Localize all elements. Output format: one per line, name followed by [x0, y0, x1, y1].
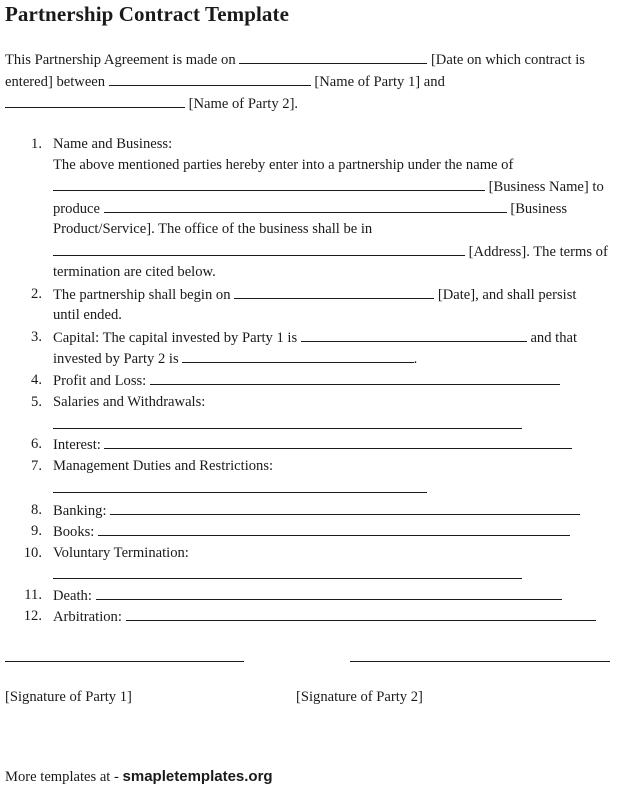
item3-line-1	[53, 328, 577, 346]
item-number: 12.	[23, 608, 42, 624]
item-number: 4.	[31, 372, 42, 388]
footer	[5, 768, 273, 786]
party2-signature-label: [Signature of Party 2]	[296, 689, 423, 705]
footer-prefix: More templates at -	[5, 769, 119, 785]
item-label-voluntary-termination: Voluntary Termination:	[53, 545, 189, 561]
party1-name-blank[interactable]	[109, 72, 311, 86]
item-label-profit-loss: Profit and Loss:	[53, 373, 147, 389]
item1-termination-text: termination are cited below.	[53, 264, 216, 280]
item3-period: .	[413, 351, 418, 367]
page-title: Partnership Contract Template	[5, 2, 290, 26]
item12-line	[53, 607, 596, 625]
intro-text-date-hint: [Date on which contract is	[430, 52, 585, 68]
item-number: 5.	[31, 394, 42, 410]
item1-address-hint: [Address]. The terms of	[468, 244, 608, 260]
item11-line	[53, 586, 562, 604]
item-label-partnership-begin: The partnership shall begin on	[53, 287, 231, 303]
intro-line-1	[5, 50, 585, 68]
item2-line-1	[53, 285, 576, 303]
item-number: 8.	[31, 502, 42, 518]
item-label-interest: Interest:	[53, 437, 101, 453]
party1-signature-line[interactable]	[5, 661, 244, 662]
item3-party2-text: invested by Party 2 is	[53, 351, 179, 367]
agreement-date-blank[interactable]	[239, 50, 427, 64]
party2-capital-blank[interactable]	[182, 349, 414, 363]
item-number: 1.	[31, 136, 42, 152]
item8-line	[53, 501, 580, 519]
banking-blank[interactable]	[110, 501, 580, 515]
salaries-blank[interactable]	[53, 428, 522, 429]
intro-line-3	[5, 94, 298, 112]
item9-line	[53, 522, 570, 540]
item-number: 3.	[31, 329, 42, 345]
interest-blank[interactable]	[104, 435, 572, 449]
item-number: 9.	[31, 523, 42, 539]
profit-loss-blank[interactable]	[150, 371, 560, 385]
party1-capital-blank[interactable]	[301, 328, 527, 342]
item-label-capital: Capital: The capital invested by Party 1 is	[53, 330, 298, 346]
item-label-management: Management Duties and Restrictions:	[53, 458, 274, 474]
party1-signature-label: [Signature of Party 1]	[5, 689, 132, 705]
item-label-books: Books:	[53, 524, 95, 540]
intro-text-entered-between: entered] between	[5, 74, 106, 90]
item-number: 11.	[24, 587, 42, 603]
item3-line-2	[53, 349, 417, 367]
item1-produce-text: produce	[53, 201, 101, 217]
business-name-blank[interactable]	[53, 177, 485, 191]
item6-line	[53, 435, 572, 453]
item3-and-that: and that	[530, 330, 578, 346]
death-blank[interactable]	[96, 586, 562, 600]
item4-line	[53, 371, 560, 389]
item2-date-hint: [Date], and shall persist	[437, 287, 577, 303]
party2-signature-line[interactable]	[350, 661, 610, 662]
item1-business-hint: [Business	[510, 201, 568, 217]
item-label-salaries: Salaries and Withdrawals:	[53, 394, 206, 410]
books-blank[interactable]	[98, 522, 570, 536]
start-date-blank[interactable]	[234, 285, 434, 299]
item-label-arbitration: Arbitration:	[53, 609, 122, 625]
address-blank[interactable]	[53, 242, 465, 256]
intro-text-party1-hint: [Name of Party 1] and	[314, 74, 445, 90]
item-label-death: Death:	[53, 588, 92, 604]
party2-name-blank[interactable]	[5, 94, 185, 108]
item1-office-text: Product/Service]. The office of the business shall be in	[53, 221, 373, 237]
item1-line-produce	[53, 199, 567, 217]
arbitration-blank[interactable]	[126, 607, 596, 621]
item-number: 7.	[31, 458, 42, 474]
item1-text: The above mentioned parties hereby enter into a partnership under the name of	[53, 157, 514, 173]
voluntary-termination-blank[interactable]	[53, 578, 522, 579]
management-blank[interactable]	[53, 492, 427, 493]
footer-site-link[interactable]: smapletemplates.org	[122, 768, 273, 785]
item1-business-name-hint: [Business Name] to	[488, 179, 604, 195]
item-number: 6.	[31, 436, 42, 452]
item-number: 2.	[31, 286, 42, 302]
item-label-name-business: Name and Business:	[53, 136, 173, 152]
item-label-banking: Banking:	[53, 503, 107, 519]
item-number: 10.	[23, 545, 42, 561]
item1-line-address	[53, 242, 608, 260]
item1-line-business-name	[53, 177, 604, 195]
product-service-blank[interactable]	[104, 199, 507, 213]
intro-text-made-on: This Partnership Agreement is made on	[5, 52, 236, 68]
intro-line-2	[5, 72, 445, 90]
intro-text-party2-hint: [Name of Party 2].	[188, 96, 299, 112]
item2-until-ended: until ended.	[53, 307, 122, 323]
